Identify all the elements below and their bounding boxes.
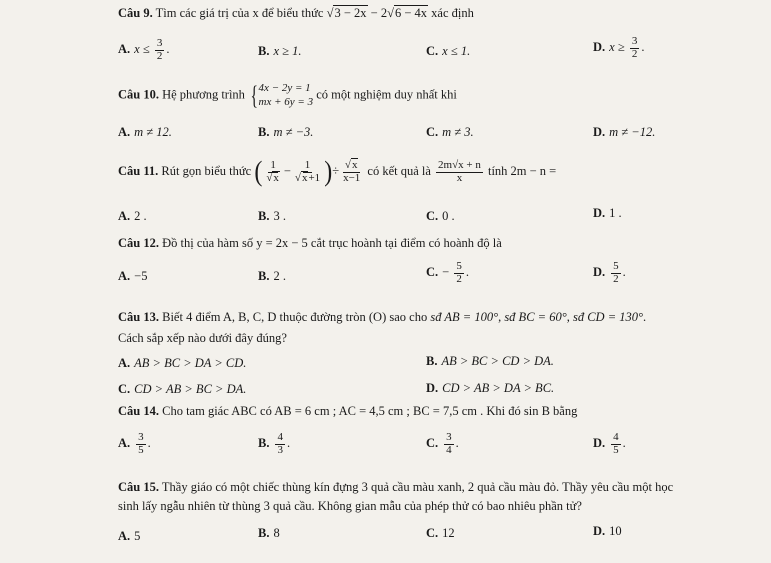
option-text: − xyxy=(442,264,453,279)
option-b[interactable] xyxy=(426,354,554,369)
question-text: có một nghiệm duy nhất khi xyxy=(316,87,457,102)
option-text: 8 xyxy=(273,526,280,540)
equation: 4x − 2y = 1 xyxy=(258,82,311,94)
option-d[interactable] xyxy=(426,381,554,396)
option-text: −5 xyxy=(134,269,148,283)
arc-measure: sđ AB = 100° xyxy=(430,310,499,324)
question-text: Hệ phương trình xyxy=(162,87,245,102)
option-a[interactable] xyxy=(118,356,246,371)
denominator: x xyxy=(456,171,463,184)
option-letter: A. xyxy=(118,435,131,450)
option-text: CD > AB > BC > DA. xyxy=(134,382,247,396)
option-a[interactable] xyxy=(118,209,147,224)
numerator: 5 xyxy=(613,260,619,272)
option-text: . xyxy=(641,39,645,54)
question-label: Câu 12. xyxy=(118,236,159,250)
numerator: 3 xyxy=(631,35,638,47)
option-letter: C. xyxy=(426,44,439,58)
option-text: m ≠ −12. xyxy=(609,125,656,139)
denominator: 2 xyxy=(456,272,462,285)
question-text: Cho tam giác ABC có AB = 6 cm ; AC = 4,5 cm ; BC = 7,5 cm . Khi đó sin B bằng xyxy=(162,404,578,418)
option-text: . xyxy=(622,264,626,279)
option-text: 1 . xyxy=(609,206,622,220)
radicand: x xyxy=(301,171,308,184)
numerator: 2m√x + n xyxy=(438,159,481,171)
radicand: x xyxy=(273,171,279,184)
option-text: 0 . xyxy=(442,209,455,223)
equation: mx + 6y = 3 xyxy=(258,95,314,108)
fraction xyxy=(264,160,282,184)
option-letter: B. xyxy=(258,526,270,540)
option-d[interactable] xyxy=(593,206,622,221)
question-text: Rút gọn biểu thức xyxy=(161,163,252,178)
option-text: x ≥ xyxy=(609,39,628,54)
option-b[interactable] xyxy=(258,269,286,284)
option-c[interactable] xyxy=(426,125,474,140)
option-letter: D. xyxy=(593,39,606,54)
option-text: . xyxy=(166,41,170,56)
option-letter: A. xyxy=(118,209,131,223)
question-label: Câu 13. xyxy=(118,310,159,324)
question-12-stem xyxy=(118,236,502,251)
option-letter: B. xyxy=(258,44,270,58)
brace-icon: { xyxy=(250,80,259,110)
denominator: 2 xyxy=(613,272,619,285)
option-text: x ≤ xyxy=(134,41,153,56)
option-b[interactable]: B. $\frac{4}{3}$ . xyxy=(258,431,291,456)
question-text: tính 2m − n = xyxy=(487,163,557,178)
option-text: 2 . xyxy=(273,269,286,283)
option-c[interactable] xyxy=(426,261,469,285)
denominator: 4 xyxy=(446,443,452,456)
option-letter: A. xyxy=(118,41,131,56)
question-9-stem xyxy=(118,6,474,21)
question-15-stem xyxy=(118,480,673,495)
expression: √3 − 2x − 2√6 − 4x xyxy=(326,6,428,20)
numerator: 3 xyxy=(156,37,163,49)
fraction xyxy=(630,36,640,60)
option-d[interactable]: D. $\frac{4}{5}$ . xyxy=(593,431,626,456)
option-a[interactable] xyxy=(118,125,172,140)
denominator: 2 xyxy=(156,49,163,62)
option-text: 12 xyxy=(442,526,455,540)
question-text: Tìm các giá trị của x để biểu thức xyxy=(155,6,324,20)
option-d[interactable] xyxy=(593,36,644,60)
option-c[interactable] xyxy=(118,382,246,397)
numerator: 1 xyxy=(270,159,276,171)
option-letter: A. xyxy=(118,356,131,370)
option-letter: B. xyxy=(258,269,270,283)
option-letter: D. xyxy=(593,435,606,450)
fraction xyxy=(275,432,285,456)
fraction xyxy=(444,432,454,456)
fraction xyxy=(454,261,464,285)
option-a[interactable]: A. $\frac{3}{5}$ . xyxy=(118,431,151,456)
numerator: 5 xyxy=(456,260,462,272)
option-letter: D. xyxy=(593,264,606,279)
denominator: 3 xyxy=(277,443,283,456)
option-text: . xyxy=(465,264,469,279)
option-text: 5 xyxy=(134,529,141,543)
option-text: 10 xyxy=(609,524,622,538)
paren-icon: ( xyxy=(254,156,263,188)
numerator: 1 xyxy=(304,159,311,171)
option-a[interactable] xyxy=(118,38,169,62)
equation-system xyxy=(248,82,313,110)
question-10-stem xyxy=(118,82,457,110)
option-letter: A. xyxy=(118,269,131,283)
radicand: x xyxy=(351,159,358,171)
option-text: AB > BC > CD > DA. xyxy=(441,354,554,368)
option-text: 2 . xyxy=(134,209,147,223)
fraction xyxy=(611,432,621,456)
question-label: Câu 10. xyxy=(118,87,159,102)
question-15-stem-line2: sinh lấy ngẫu nhiên từ thùng 3 quả cầu. Không gian mẫu của phép thử có bao nhiêu phần tử? xyxy=(118,499,582,513)
option-b[interactable] xyxy=(258,209,286,224)
question-label: Câu 9. xyxy=(118,6,153,20)
option-letter: D. xyxy=(593,206,606,220)
question-label: Câu 15. xyxy=(118,480,159,494)
option-text: x ≤ 1. xyxy=(442,44,471,58)
fraction xyxy=(155,38,165,62)
option-b[interactable] xyxy=(258,125,313,140)
option-letter: C. xyxy=(426,435,439,450)
option-text: CD > AB > DA > BC. xyxy=(442,381,555,395)
option-c[interactable] xyxy=(426,209,455,224)
denominator: x−1 xyxy=(343,171,361,184)
equation-rows xyxy=(259,82,314,110)
option-text: AB > BC > DA > CD. xyxy=(134,356,247,370)
option-text: m ≠ 3. xyxy=(442,125,474,139)
question-label: Câu 11. xyxy=(118,163,159,178)
denominator: 5 xyxy=(613,443,619,456)
option-letter: C. xyxy=(426,264,439,279)
option-letter: C. xyxy=(426,209,439,223)
paren-icon: ) xyxy=(324,156,333,188)
option-letter: B. xyxy=(258,435,270,450)
option-letter: C. xyxy=(426,125,439,139)
option-letter: A. xyxy=(118,125,131,139)
option-letter: D. xyxy=(593,125,606,139)
option-c[interactable] xyxy=(426,526,455,541)
option-b[interactable] xyxy=(258,526,280,541)
option-letter: A. xyxy=(118,529,131,543)
radicand: 3 − 2x xyxy=(334,6,367,20)
denominator: 5 xyxy=(138,443,144,456)
arc-measure: sđ CD = 130° xyxy=(572,310,644,324)
question-11-stem: Câu 11. Rút gọn biểu thức ( $\frac{1}{√x}$ − $\frac{1}{√x+1}$ )÷ $\frac{√x}{x-1}$ có kết quả là $\frac{2m√x + n}{x}$ tính 2m − n = xyxy=(118,156,557,188)
option-d[interactable] xyxy=(593,261,626,285)
question-text: Biết 4 điểm A, B, C, D thuộc đường tròn (O) sao cho xyxy=(162,310,428,324)
denominator: √x+1 xyxy=(294,171,321,184)
option-a[interactable] xyxy=(118,269,147,284)
option-letter: C. xyxy=(118,382,131,396)
denominator: √x xyxy=(266,171,279,184)
question-text: Đồ thị của hàm số y = 2x − 5 cắt trục hoành tại điểm có hoành độ là xyxy=(162,236,502,250)
question-text: Thầy giáo có một chiếc thùng kín đựng 3 quả cầu màu xanh, 2 quả cầu màu đỏ. Thầy yêu cầu một học xyxy=(161,480,674,494)
question-13-prompt: Cách sắp xếp nào dưới đây đúng? xyxy=(118,331,287,345)
numerator: √x xyxy=(343,160,361,173)
result-fraction xyxy=(436,160,483,184)
option-letter: B. xyxy=(258,209,270,223)
option-letter: C. xyxy=(426,526,439,540)
fraction xyxy=(341,160,362,184)
fraction xyxy=(136,432,146,456)
fraction xyxy=(611,261,621,285)
numerator: 4 xyxy=(277,431,283,443)
question-14-stem xyxy=(118,404,577,419)
option-text: 3 . xyxy=(273,209,286,223)
option-text: x ≥ 1. xyxy=(273,44,302,58)
option-d[interactable] xyxy=(593,125,655,140)
denominator: 2 xyxy=(631,47,638,60)
numerator: 4 xyxy=(613,431,619,443)
arc-measure: sđ BC = 60° xyxy=(504,310,567,324)
numerator: 3 xyxy=(138,431,144,443)
option-letter: D. xyxy=(426,381,439,395)
option-b[interactable] xyxy=(258,44,302,59)
option-letter: B. xyxy=(258,125,270,139)
option-text: m ≠ −3. xyxy=(273,125,314,139)
question-text: có kết quả là xyxy=(367,163,431,178)
question-label: Câu 14. xyxy=(118,404,159,418)
option-d[interactable] xyxy=(593,524,622,539)
radicand: 6 − 4x xyxy=(394,6,428,20)
option-letter: B. xyxy=(426,354,438,368)
option-text: m ≠ 12. xyxy=(134,125,172,139)
numerator: 3 xyxy=(446,431,452,443)
fraction xyxy=(293,160,322,184)
question-13-stem: Câu 13. Biết 4 điểm A, B, C, D thuộc đường tròn (O) sao cho sđ AB = 100°, sđ BC = 60°, sđ CD = 130°. xyxy=(118,310,647,324)
option-a[interactable] xyxy=(118,529,140,544)
option-c[interactable] xyxy=(426,44,470,59)
option-letter: D. xyxy=(593,524,606,538)
question-text: xác định xyxy=(431,6,474,20)
option-c[interactable]: C. $\frac{3}{4}$ . xyxy=(426,431,459,456)
